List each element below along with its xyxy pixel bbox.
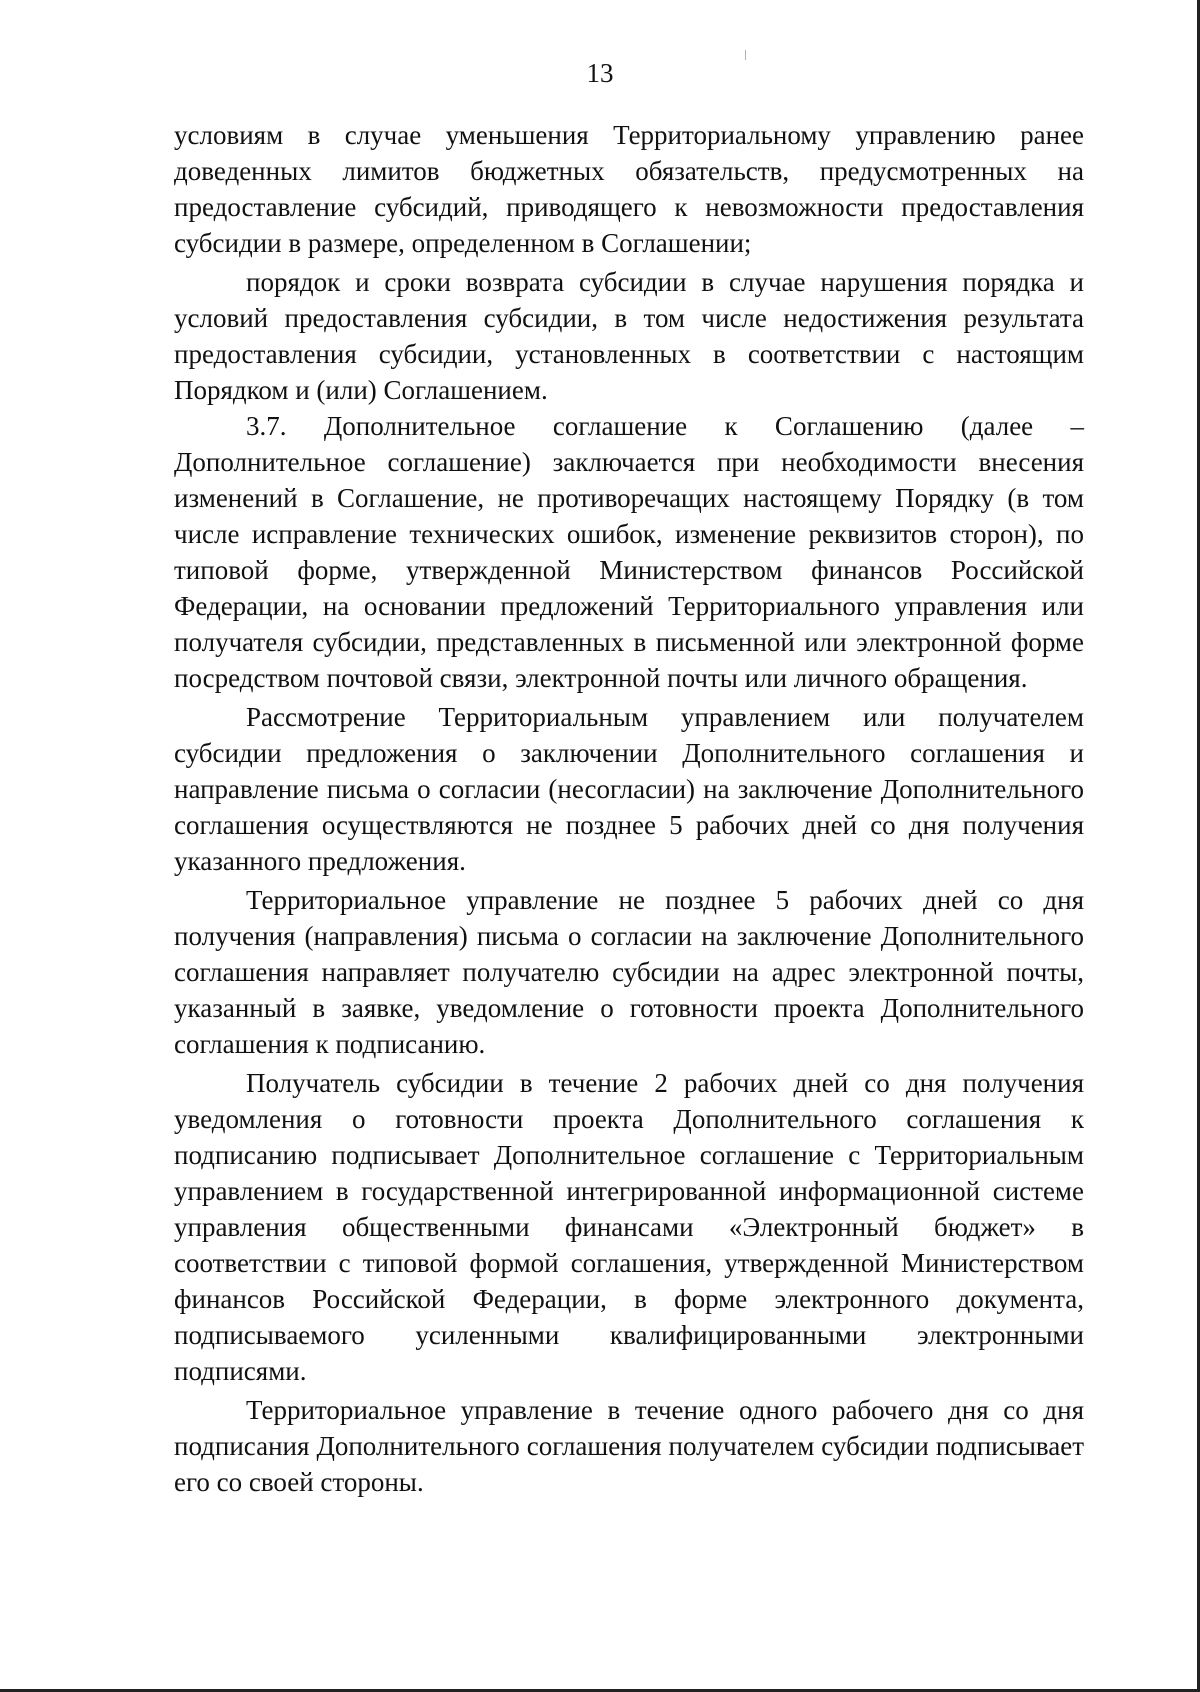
paragraph-continued: условиям в случае уменьшения Территориальному управлению ранее доведенных лимитов бюджетных обязательств, предусмотренных на предоставление субсидий, приводящего к невозможности предоставления субсидии в размере, определенном в Соглашении;	[174, 120, 1084, 258]
page-number: 13	[586, 58, 614, 88]
paragraph-authority-signing: Территориальное управление в течение одного рабочего дня со дня подписания Дополнительного соглашения получателем субсидии подписывает его со своей стороны.	[174, 1395, 1084, 1497]
paragraph-proposal-review: Рассмотрение Территориальным управлением или получателем субсидии предложения о заключении Дополнительного соглашения и направление письма о согласии (несогласии) на заключение Дополнительного соглашения осуществляются не позднее 5 рабочих дней со дня получения указанного предложения.	[174, 702, 1084, 876]
document-body	[174, 117, 1084, 1500]
paragraph-3-7-additional-agreement: 3.7. Дополнительное соглашение к Соглашению (далее – Дополнительное соглашение) заключается при необходимости внесения изменений в Соглашение, не противоречащих настоящему Порядку (в том числе исправление технических ошибок, изменение реквизитов сторон), по типовой форме, утвержденной Министерством финансов Российской Федерации, на основании предложений Территориального управления или получателя субсидии, представленных в письменной или электронной форме посредством почтовой связи, электронной почты или личного обращения.	[174, 411, 1084, 693]
paragraph-readiness-notice: Территориальное управление не позднее 5 рабочих дней со дня получения (направления) письма о согласии на заключение Дополнительного соглашения направляет получателю субсидии на адрес электронной почты, указанный в заявке, уведомление о готовности проекта Дополнительного соглашения к подписанию.	[174, 885, 1084, 1059]
paragraph-recipient-signing: Получатель субсидии в течение 2 рабочих дней со дня получения уведомления о готовности проекта Дополнительного соглашения к подписанию подписывает Дополнительное соглашение с Территориальным управлением в государственной интегрированной информационной системе управления общественными финансами «Электронный бюджет» в соответствии с типовой формой соглашения, утвержденной Министерством финансов Российской Федерации, в форме электронного документа, подписываемого усиленными квалифицированными электронными подписями.	[174, 1068, 1084, 1386]
paragraph-return-procedure: порядок и сроки возврата субсидии в случае нарушения порядка и условий предоставления субсидии, в том числе недостижения результата предоставления субсидии, установленных в соответствии с настоящим Порядком и (или) Соглашением.	[174, 267, 1084, 405]
